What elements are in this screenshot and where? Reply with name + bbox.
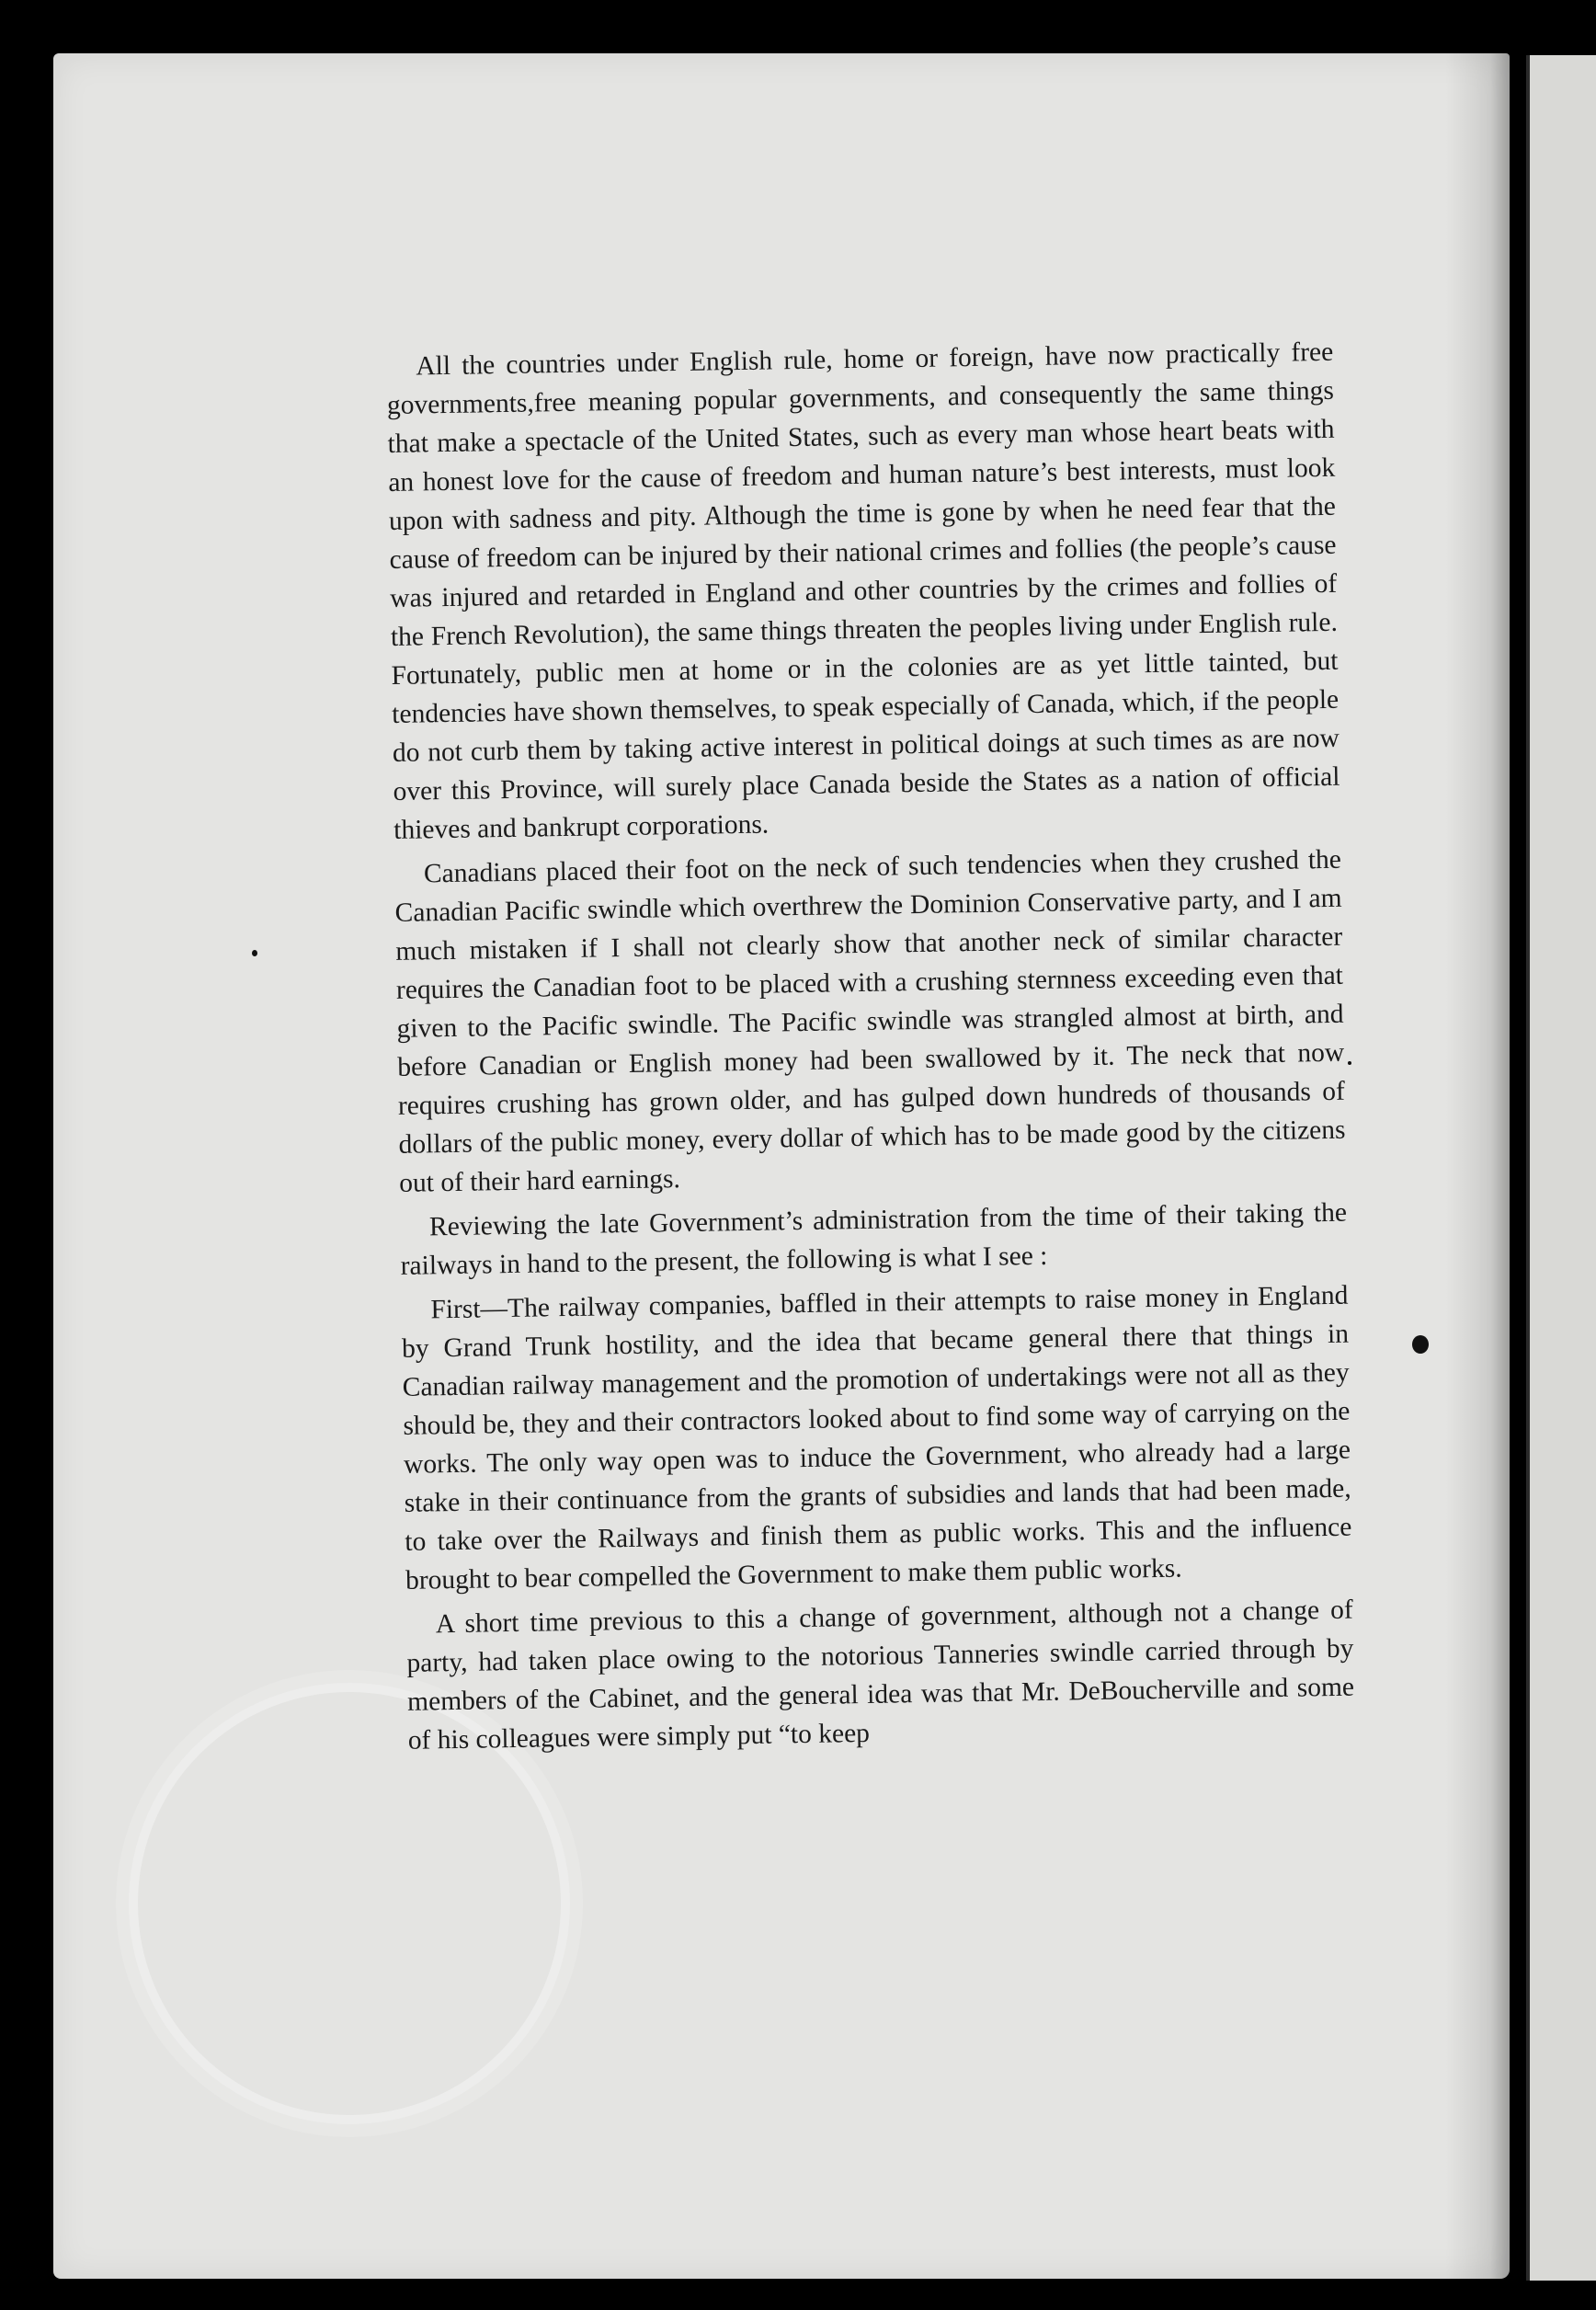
paragraph: Canadians placed their foot on the neck of such tendencies when they crushed the Canadian Pacific swindle which overthrew the Dominion Conservative party, and I am much mistaken if I shall not clearly show that another neck of similar character requires the Canadian foot to be placed with a crushing sternness exceeding even that given to the Pacific swindle. The Pacific swindle was strangled almost at birth, and before Canadian or English money had been swallowed by it. The neck that now requires crushing has grown older, and has gulped down hundreds of thousands of dollars of the public money, every dollar of which has to be made good by the citizens out of their hard earnings. xyxy=(394,844,1346,1198)
paragraph: All the countries under English rule, home or foreign, have now practically free governments,free meaning popular governments, and consequently the same things that make a spectacle of the United States, such as every man whose heart beats with an honest love for the cause of freedom and human nature’s best interests, must look upon with sadness and pity. Although the time is gone by when he need fear that the cause of freedom can be injured by their national crimes and follies (the people’s cause was injured and retarded in England and other countries by the crimes and follies of the French Revolution), the same things threaten the peoples living under English rule. Fortunately, public men at home or in the colonies are as yet little tainted, but tendencies have shown themselves, to speak especially of Canada, which, if the people do not curb them by taking active interest in political doings at such times as are now over this Province, will surely place Canada beside the States as a nation of official thieves and bankrupt corporations. xyxy=(386,337,1340,845)
paragraph: First—The railway companies, baffled in their attempts to raise money in England by Grand Trunk hostility, and the idea that became general there that things in Canadian railway management and the promotion of undertakings were not all as they should be, they and their contractors looked about to find some way of carrying on the works. The only way open was to induce the Government, who already had a large stake in their continuance from the grants of subsidies and lands that had been made, to take over the Railways and finish them as public works. This and the influence brought to bear compelled the Government to make them public works. xyxy=(401,1280,1352,1595)
paragraph: A short time previous to this a change of government, although not a change of party, had taken place owing to the notorious Tanneries swindle carried through by members of the Cabinet, and the general idea was that Mr. DeBoucherville and some of his colleagues were simply put “to keep xyxy=(406,1595,1355,1755)
adjacent-page-edge xyxy=(1526,55,1596,2281)
ink-speck xyxy=(1348,1061,1351,1065)
paragraph: Reviewing the late Government’s administration from the time of their taking the railways in hand to the present, the following is what I see : xyxy=(400,1197,1348,1281)
ink-speck xyxy=(1412,1335,1429,1354)
document-body-text xyxy=(386,333,1355,1766)
ink-speck xyxy=(252,950,257,956)
